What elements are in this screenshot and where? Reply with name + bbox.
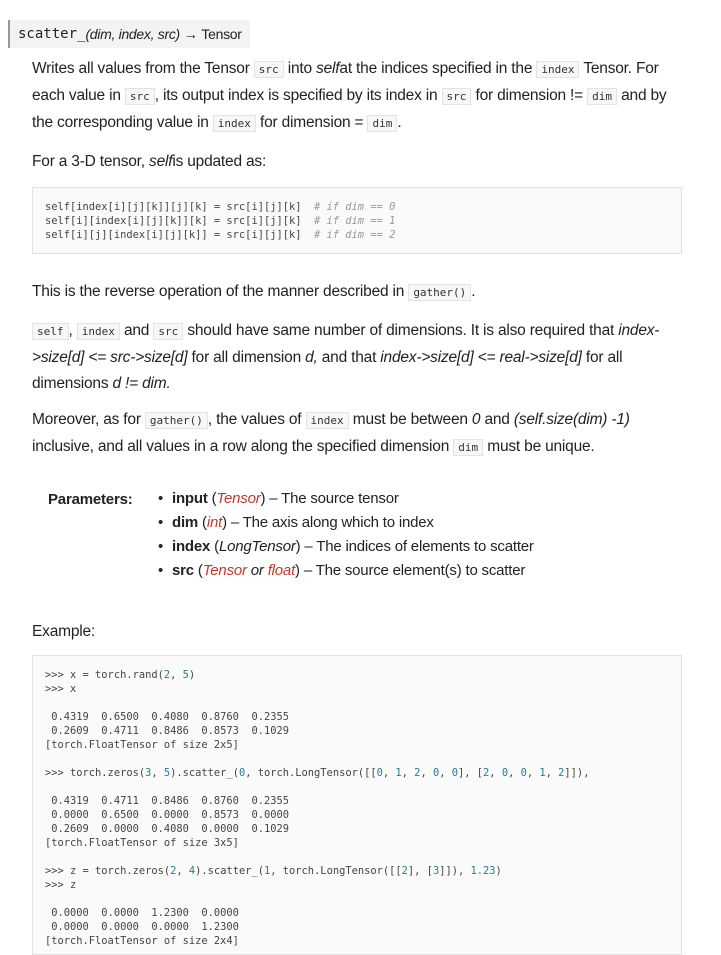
example-line: [torch.FloatTensor of size 2x5] — [45, 739, 239, 751]
inline-code: index — [536, 61, 579, 78]
inline-code: dim — [453, 439, 483, 456]
inline-code: src — [254, 61, 284, 78]
param-item: • dim (int) – The axis along which to index — [158, 511, 534, 535]
inline-code: src — [153, 323, 183, 340]
inline-code: index — [77, 323, 120, 340]
return-arrow: → — [183, 26, 198, 42]
type-link[interactable]: Tensor — [202, 562, 247, 579]
inline-code: src — [442, 88, 472, 105]
tensor-paragraph: For a 3-D tensor, selfis updated as: — [32, 153, 267, 170]
example-code-block — [32, 655, 682, 955]
range-paragraph: Moreover, as for gather() , the values of index must be between 0 and (self.size(dim) -1) inclusive, and all values in a row along the specified dimension dim must be unique. — [32, 411, 630, 455]
parameters-label: Parameters: — [48, 491, 133, 508]
example-line: >>> z — [45, 879, 77, 891]
type-link[interactable]: float — [267, 562, 296, 579]
inline-code: self — [32, 323, 69, 340]
type-link[interactable]: int — [206, 514, 223, 531]
example-line: >>> z = torch.zeros(2, 4).scatter_(1, torch.LongTensor([[2], [3]]), 1.23) — [45, 865, 502, 877]
example-line — [45, 850, 669, 864]
example-line — [45, 892, 669, 906]
code-comment: # if dim == 1 — [314, 215, 396, 227]
inline-code: dim — [367, 115, 397, 132]
code-comment: # if dim == 0 — [314, 201, 396, 213]
example-line: [torch.FloatTensor of size 2x4] — [45, 935, 239, 947]
doc-body — [32, 56, 682, 955]
requirements-paragraph: self , index and src should have same number of dimensions. It is also required that index->size[d] <= src->size[d] for all dimension d, and that index->size[d] <= real->size[d] for all dimensions d != dim. — [32, 322, 660, 392]
example-line: 0.2609 0.4711 0.8486 0.8573 0.1029 — [45, 725, 289, 737]
code-line: self[i][j][index[i][j][k]] = src[i][j][k] # if dim == 2 — [45, 229, 396, 241]
type-link[interactable]: Tensor — [216, 490, 261, 507]
inline-code: gather() — [145, 412, 208, 429]
example-line — [45, 780, 669, 794]
example-line: >>> x — [45, 683, 77, 695]
param-item: • input (Tensor) – The source tensor — [158, 487, 534, 511]
example-line: 0.4319 0.4711 0.8486 0.8760 0.2355 — [45, 795, 289, 807]
param-item: • index (LongTensor) – The indices of elements to scatter — [158, 535, 534, 559]
function-name: scatter_ — [18, 26, 86, 42]
type-name: LongTensor — [218, 538, 296, 555]
inline-code: index — [213, 115, 256, 132]
inline-code: index — [306, 412, 349, 429]
code-block — [32, 187, 682, 254]
example-line — [45, 752, 669, 766]
inline-code: gather() — [408, 284, 471, 301]
param-item: • src (Tensor or float) – The source element(s) to scatter — [158, 559, 534, 583]
example-line: >>> x = torch.rand(2, 5) — [45, 669, 196, 681]
code-line: self[i][index[i][j][k]][k] = src[i][j][k] # if dim == 1 — [45, 215, 396, 227]
parameters-list — [144, 487, 534, 583]
description-paragraph: Writes all values from the Tensor src into selfat the indices specified in the index Tensor. For each value in src , its output index is specified by its index in src for dimension != dim and by the corresponding value in index for dimension = dim . — [32, 60, 667, 131]
example-line: 0.4319 0.6500 0.4080 0.8760 0.2355 — [45, 711, 289, 723]
example-label: Example: — [32, 623, 96, 640]
inline-code: src — [125, 88, 155, 105]
code-comment: # if dim == 2 — [314, 229, 396, 241]
inline-code: dim — [587, 88, 617, 105]
example-line: 0.0000 0.0000 1.2300 0.0000 — [45, 907, 239, 919]
example-line: 0.0000 0.6500 0.0000 0.8573 0.0000 — [45, 809, 289, 821]
example-line: 0.0000 0.0000 0.0000 1.2300 — [45, 921, 239, 933]
code-line: self[index[i][j][k]][j][k] = src[i][j][k] # if dim == 0 — [45, 201, 396, 213]
reverse-paragraph: This is the reverse operation of the manner described in gather() . — [32, 283, 476, 300]
return-type: Tensor — [201, 26, 242, 42]
example-line: [torch.FloatTensor of size 3x5] — [45, 837, 239, 849]
example-line: >>> torch.zeros(3, 5).scatter_(0, torch.LongTensor([[0, 1, 2, 0, 0], [2, 0, 0, 1, 2]]), — [45, 767, 590, 779]
function-args: (dim, index, src) — [85, 26, 180, 42]
parameters-section — [32, 487, 682, 583]
function-signature — [8, 20, 250, 48]
example-line: 0.2609 0.0000 0.4080 0.0000 0.1029 — [45, 823, 289, 835]
example-line — [45, 696, 669, 710]
